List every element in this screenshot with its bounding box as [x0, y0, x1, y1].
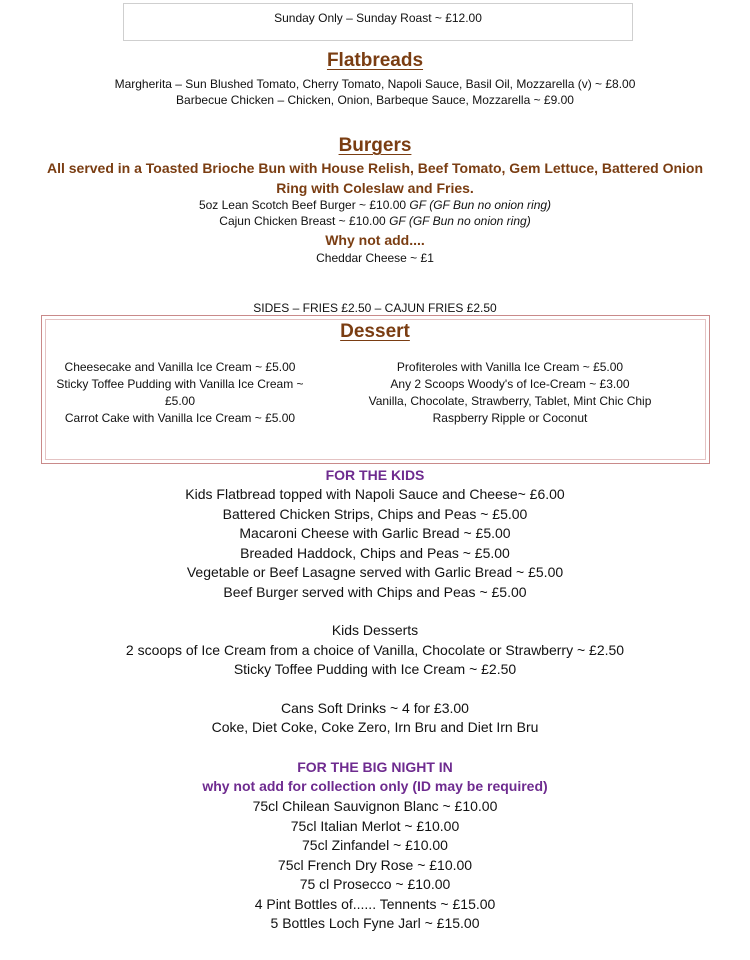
sunday-roast-box [123, 3, 633, 41]
burgers-addon: Cheddar Cheese ~ £1 [316, 251, 434, 265]
bignight-item: 5 Bottles Loch Fyne Jarl ~ £15.00 [270, 915, 480, 931]
dessert-left-column [52, 359, 308, 427]
kids-desserts-title: Kids Desserts [331, 622, 419, 638]
kids-drinks-list: Coke, Diet Coke, Coke Zero, Irn Bru and Diet Irn Bru [211, 719, 539, 735]
kids-item: Breaded Haddock, Chips and Peas ~ £5.00 [240, 544, 510, 561]
burgers-subtitle-line2: Ring with Coleslaw and Fries. [276, 180, 474, 196]
burger-item-beef-text: 5oz Lean Scotch Beef Burger ~ £10.00 [198, 198, 410, 212]
bignight-item: 75cl Zinfandel ~ £10.00 [302, 837, 448, 853]
bignight-item: 75cl Chilean Sauvignon Blanc ~ £10.00 [252, 798, 498, 814]
bignight-items [0, 797, 750, 934]
dessert-item-cheesecake: Cheesecake and Vanilla Ice Cream ~ £5.00 [64, 360, 296, 374]
flatbread-item-bbq: Barbecue Chicken – Chicken, Onion, Barbeque Sauce, Mozzarella ~ £9.00 [176, 93, 574, 107]
dessert-item-flavours-more: Raspberry Ripple or Coconut [432, 411, 588, 425]
flatbreads-title: Flatbreads [326, 50, 424, 71]
kids-dessert-item: Sticky Toffee Pudding with Ice Cream ~ £2.50 [233, 661, 517, 677]
kids-title: FOR THE KIDS [325, 467, 425, 483]
bignight-title: FOR THE BIG NIGHT IN [297, 759, 453, 775]
bignight-subtitle: why not add for collection only (ID may be required) [202, 778, 548, 794]
dessert-item-carrot-cake: Carrot Cake with Vanilla Ice Cream ~ £5.00 [64, 411, 296, 425]
dessert-title: Dessert [340, 321, 410, 342]
kids-drinks: Cans Soft Drinks ~ 4 for £3.00 [281, 700, 469, 716]
dessert-item-scoops: Any 2 Scoops Woody's of Ice-Cream ~ £3.00 [390, 377, 630, 391]
dessert-item-sticky-toffee: Sticky Toffee Pudding with Vanilla Ice Cream ~ £5.00 [56, 377, 304, 408]
bignight-item: 75 cl Prosecco ~ £10.00 [299, 876, 451, 892]
kids-dessert-item: 2 scoops of Ice Cream from a choice of Vanilla, Chocolate or Strawberry ~ £2.50 [125, 642, 625, 658]
kids-item: Macaroni Cheese with Garlic Bread ~ £5.00 [239, 525, 511, 541]
burgers-subtitle-line1: All served in a Toasted Brioche Bun with House Relish, Beef Tomato, Gem Lettuce, Battered Onion [46, 160, 704, 176]
kids-item: Kids Flatbread topped with Napoli Sauce and Cheese~ £6.00 [185, 486, 565, 502]
kids-items [0, 485, 750, 602]
burger-item-cajun [0, 213, 750, 230]
kids-item: Battered Chicken Strips, Chips and Peas ~ £5.00 [222, 505, 528, 522]
burger-item-beef-note: GF (GF Bun no onion ring) [409, 198, 552, 212]
burger-item-cajun-text: Cajun Chicken Breast ~ £10.00 [219, 214, 390, 228]
bignight-item: 75cl Italian Merlot ~ £10.00 [290, 817, 460, 834]
kids-item: Vegetable or Beef Lasagne served with Garlic Bread ~ £5.00 [186, 564, 564, 580]
burger-item-cajun-note: GF (GF Bun no onion ring) [389, 214, 531, 228]
dessert-right-column [358, 359, 662, 427]
dessert-item-flavours: Vanilla, Chocolate, Strawberry, Tablet, Mint Chic Chip [368, 394, 652, 408]
sides-line: SIDES – FRIES £2.50 – CAJUN FRIES £2.50 [253, 301, 497, 315]
sunday-roast-text: Sunday Only – Sunday Roast ~ £12.00 [274, 11, 482, 25]
kids-item: Beef Burger served with Chips and Peas ~ £5.00 [223, 583, 527, 600]
flatbread-item-margherita: Margherita – Sun Blushed Tomato, Cherry Tomato, Napoli Sauce, Basil Oil, Mozzarella (v) ~ £8.00 [114, 77, 636, 91]
burgers-title: Burgers [338, 135, 412, 156]
burger-item-beef [0, 197, 750, 214]
burgers-addon-heading: Why not add.... [325, 232, 425, 248]
bignight-item: 4 Pint Bottles of...... Tennents ~ £15.00 [254, 895, 496, 912]
dessert-item-profiteroles: Profiteroles with Vanilla Ice Cream ~ £5.00 [396, 360, 624, 374]
bignight-item: 75cl French Dry Rose ~ £10.00 [277, 856, 473, 873]
